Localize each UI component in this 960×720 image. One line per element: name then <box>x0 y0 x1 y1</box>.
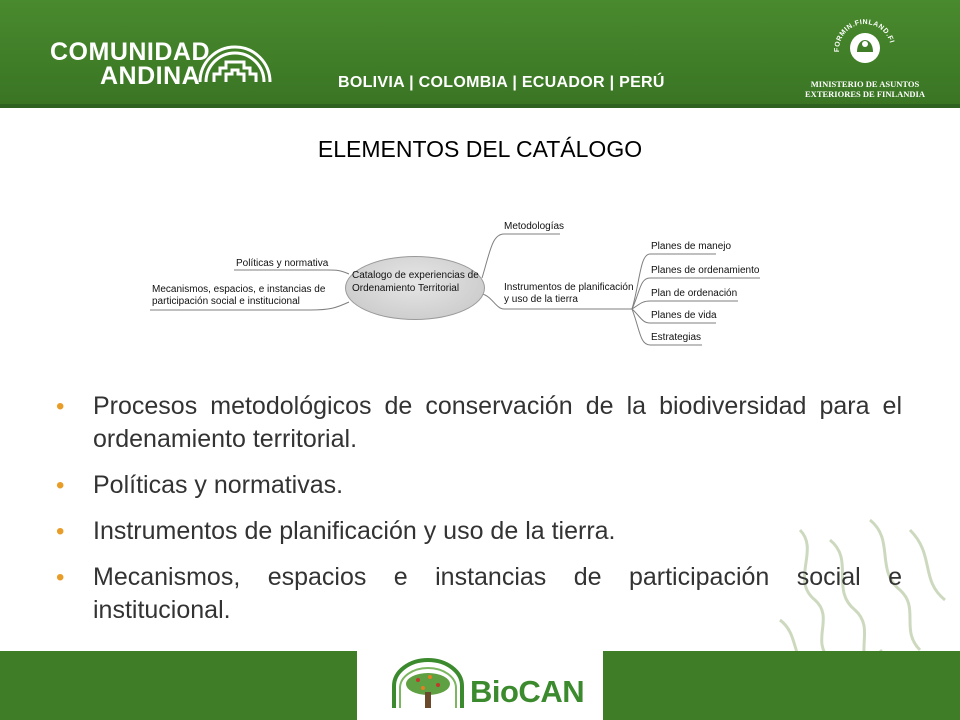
mind-map-node-plan-ordenacion: Plan de ordenación <box>651 288 738 299</box>
finland-seal-icon <box>833 16 897 72</box>
bullet-dot-icon: • <box>56 518 65 545</box>
mind-map-node-metodologias: Metodologías <box>504 221 565 232</box>
mind-map-node-mecanismos: Mecanismos, espacios, e instancias de participación social e institucional <box>152 284 326 307</box>
ministry-line-1: MINISTERIO DE ASUNTOS <box>810 79 920 89</box>
bullet-dot-icon: • <box>56 564 65 591</box>
catalog-mind-map <box>140 212 780 360</box>
andean-stairs-icon <box>196 38 274 84</box>
bullet-dot-icon: • <box>56 393 65 420</box>
bullet-text: Procesos metodológicos de conservación de la biodiversidad para el ordenamiento territorial. <box>93 392 902 453</box>
logo-line-2: ANDINA <box>100 62 201 90</box>
header-bar <box>0 0 960 108</box>
bullet-text: Políticas y normativas. <box>93 471 344 499</box>
mind-map-node-estrategias: Estrategias <box>651 332 702 343</box>
biocan-tree-icon <box>390 658 466 712</box>
bullet-item <box>56 561 902 627</box>
member-countries: BOLIVIA | COLOMBIA | ECUADOR | PERÚ <box>338 74 665 91</box>
bullet-item <box>56 390 902 456</box>
bullet-item <box>56 515 902 548</box>
slide-title: ELEMENTOS DEL CATÁLOGO <box>317 136 643 162</box>
bullet-list <box>56 390 902 640</box>
logo-line-1: COMUNIDAD <box>50 38 211 66</box>
mind-map-center-label: Catalogo de experiencias de Ordenamiento Territorial <box>352 270 479 294</box>
bullet-text: Instrumentos de planificación y uso de la tierra. <box>93 517 616 545</box>
bullet-item <box>56 469 902 502</box>
mind-map-node-instrumentos: Instrumentos de planificación y uso de la tierra <box>504 282 634 305</box>
mind-map-node-planes-manejo: Planes de manejo <box>651 241 732 252</box>
mind-map-node-planes-vida: Planes de vida <box>651 310 717 321</box>
mind-map-node-politicas: Políticas y normativa <box>236 258 329 269</box>
bullet-text: Mecanismos, espacios e instancias de participación social e institucional. <box>93 563 902 624</box>
bullet-dot-icon: • <box>56 472 65 499</box>
ministry-line-2: EXTERIORES DE FINLANDIA <box>805 89 925 99</box>
svg-text:FORMIN.FINLAND.FI: FORMIN.FINLAND.FI <box>833 18 896 53</box>
mind-map-node-planes-ordenamiento: Planes de ordenamiento <box>651 265 760 276</box>
ministry-logo <box>800 16 930 99</box>
biocan-brand: BioCAN <box>470 674 585 709</box>
comunidad-andina-logo <box>50 40 210 88</box>
